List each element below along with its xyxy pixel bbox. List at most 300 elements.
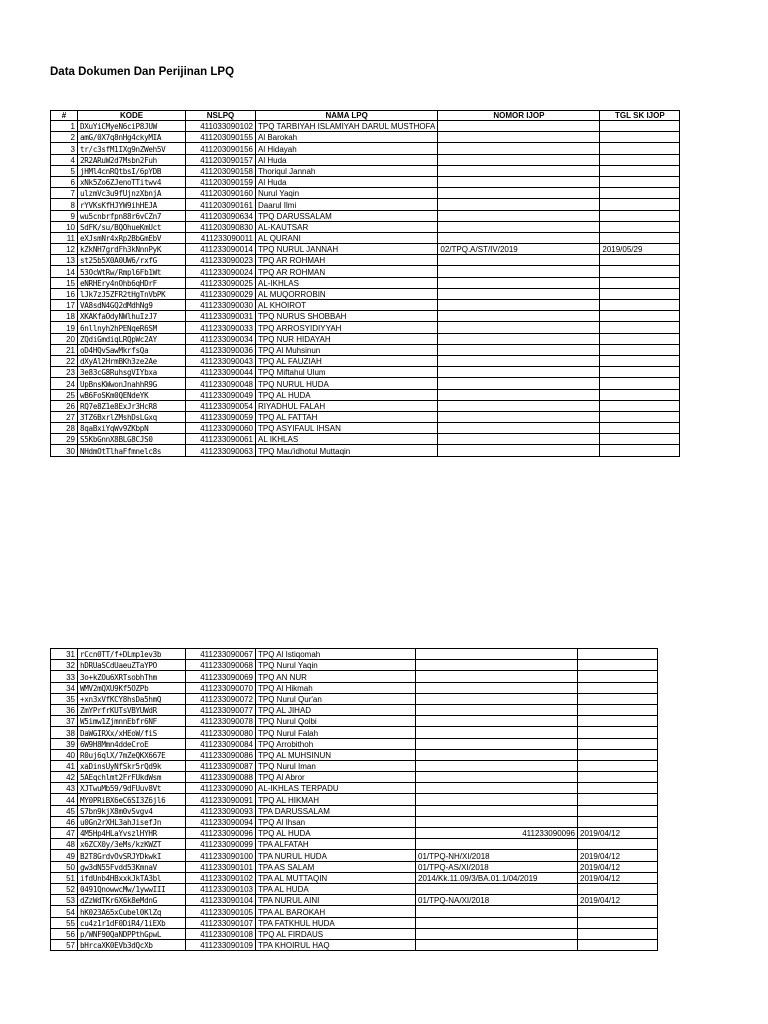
nomor-ijop-cell xyxy=(438,411,600,422)
tgl-sk-ijop-cell xyxy=(578,839,658,850)
nama-lpq-cell: TPQ Al Istiqomah xyxy=(256,649,416,660)
nama-lpq-cell: TPQ AL HIKMAH xyxy=(256,794,416,805)
row-number: 12 xyxy=(51,244,78,255)
table-row xyxy=(51,165,680,176)
row-number: 4 xyxy=(51,154,78,165)
kode-cell: bHrcaXK0EVb3dQcXb xyxy=(78,939,186,950)
tgl-sk-ijop-cell: 2019/04/12 xyxy=(578,850,658,861)
nama-lpq-cell: Al Huda xyxy=(256,176,438,187)
nama-lpq-cell: AL QURANI xyxy=(256,232,438,243)
nslpq-cell: 411203090159 xyxy=(186,176,256,187)
table-row xyxy=(51,445,680,456)
table-body-page-2 xyxy=(51,649,658,951)
nomor-ijop-cell: 411233090096 xyxy=(416,828,578,839)
row-number: 34 xyxy=(51,682,78,693)
tgl-sk-ijop-cell xyxy=(578,783,658,794)
table-row xyxy=(51,434,680,445)
row-number: 1 xyxy=(51,121,78,132)
nama-lpq-cell: TPQ Al Muhsinun xyxy=(256,344,438,355)
row-number: 40 xyxy=(51,749,78,760)
nslpq-cell: 411233090100 xyxy=(186,850,256,861)
table-row xyxy=(51,649,658,660)
table-row xyxy=(51,772,658,783)
nomor-ijop-cell xyxy=(416,682,578,693)
nomor-ijop-cell xyxy=(438,199,600,210)
table-row xyxy=(51,143,680,154)
table-row xyxy=(51,906,658,917)
tgl-sk-ijop-cell xyxy=(600,143,680,154)
nomor-ijop-cell: 01/TPQ-AS/XI/2018 xyxy=(416,861,578,872)
nslpq-cell: 411233090080 xyxy=(186,727,256,738)
nama-lpq-cell: RIYADHUL FALAH xyxy=(256,400,438,411)
tgl-sk-ijop-cell xyxy=(578,660,658,671)
nslpq-cell: 411233090108 xyxy=(186,928,256,939)
tgl-sk-ijop-cell xyxy=(600,411,680,422)
tgl-sk-ijop-cell xyxy=(600,132,680,143)
tgl-sk-ijop-cell: 2019/05/29 xyxy=(600,244,680,255)
nama-lpq-cell: Nurul Yaqin xyxy=(256,188,438,199)
nama-lpq-cell: TPQ AR ROHMAH xyxy=(256,255,438,266)
table-row xyxy=(51,727,658,738)
table-row xyxy=(51,850,658,861)
tgl-sk-ijop-cell xyxy=(600,344,680,355)
nslpq-cell: 411233090088 xyxy=(186,772,256,783)
nama-lpq-cell: TPQ NURUL JANNAH xyxy=(256,244,438,255)
table-row xyxy=(51,221,680,232)
table-row xyxy=(51,132,680,143)
nslpq-cell: 411233090044 xyxy=(186,367,256,378)
nama-lpq-cell: TPQ NURUL HUDA xyxy=(256,378,438,389)
kode-cell: 4M5Hp4HLaYvszlHYHR xyxy=(78,828,186,839)
row-number: 22 xyxy=(51,355,78,366)
nama-lpq-cell: TPQ Miftahul Ulum xyxy=(256,367,438,378)
tgl-sk-ijop-cell: 2019/04/12 xyxy=(578,861,658,872)
nslpq-cell: 411233090102 xyxy=(186,872,256,883)
nomor-ijop-cell xyxy=(438,266,600,277)
table-row xyxy=(51,288,680,299)
nslpq-cell: 411233090084 xyxy=(186,738,256,749)
nomor-ijop-cell xyxy=(438,322,600,333)
kode-cell: hDRUaSCdUaeuZTaYPO xyxy=(78,660,186,671)
kode-cell: hK023A65xCubel0KlZq xyxy=(78,906,186,917)
nama-lpq-cell: TPA AL HUDA xyxy=(256,883,416,894)
nama-lpq-cell: TPQ ASYIFAUL IHSAN xyxy=(256,423,438,434)
kode-cell: 6nllnyh2hPENqeR6SM xyxy=(78,322,186,333)
kode-cell: SdFK/su/BQOhueKmUct xyxy=(78,221,186,232)
table-row xyxy=(51,816,658,827)
nama-lpq-cell: TPA NURUL AINI xyxy=(256,895,416,906)
nomor-ijop-cell xyxy=(416,772,578,783)
row-number: 42 xyxy=(51,772,78,783)
lpq-table-page-1 xyxy=(50,110,680,457)
row-number: 28 xyxy=(51,423,78,434)
table-row xyxy=(51,199,680,210)
tgl-sk-ijop-cell xyxy=(600,154,680,165)
column-header-kode: KODE xyxy=(78,111,186,121)
nslpq-cell: 411233090091 xyxy=(186,794,256,805)
tgl-sk-ijop-cell xyxy=(600,121,680,132)
kode-cell: u0Gn2rXHL3ahJisefJn xyxy=(78,816,186,827)
nomor-ijop-cell xyxy=(416,783,578,794)
table-row xyxy=(51,883,658,894)
kode-cell: wB6FoSKm0QENdeYK xyxy=(78,389,186,400)
nama-lpq-cell: TPA ALFATAH xyxy=(256,839,416,850)
row-number: 41 xyxy=(51,760,78,771)
nslpq-cell: 411233090107 xyxy=(186,917,256,928)
nslpq-cell: 411203090155 xyxy=(186,132,256,143)
table-row xyxy=(51,839,658,850)
tgl-sk-ijop-cell xyxy=(578,883,658,894)
nomor-ijop-cell xyxy=(416,704,578,715)
row-number: 56 xyxy=(51,928,78,939)
kode-cell: wu5cnbrfpn88r6vCZn7 xyxy=(78,210,186,221)
tgl-sk-ijop-cell xyxy=(600,434,680,445)
nama-lpq-cell: Thoriqul Jannah xyxy=(256,165,438,176)
row-number: 31 xyxy=(51,649,78,660)
table-row xyxy=(51,311,680,322)
row-number: 35 xyxy=(51,693,78,704)
nama-lpq-cell: TPQ Al Abror xyxy=(256,772,416,783)
nomor-ijop-cell xyxy=(416,760,578,771)
nomor-ijop-cell: 01/TPQ-NH/XI/2018 xyxy=(416,850,578,861)
nomor-ijop-cell xyxy=(438,154,600,165)
kode-cell: 6W9H8Mmn4ddeCroE xyxy=(78,738,186,749)
nomor-ijop-cell xyxy=(438,445,600,456)
row-number: 43 xyxy=(51,783,78,794)
row-number: 5 xyxy=(51,165,78,176)
tgl-sk-ijop-cell xyxy=(578,704,658,715)
kode-cell: 53OcWtRw/Rmpl6Fb1Wt xyxy=(78,266,186,277)
nslpq-cell: 411233090096 xyxy=(186,828,256,839)
tgl-sk-ijop-cell xyxy=(600,445,680,456)
nomor-ijop-cell xyxy=(416,928,578,939)
nama-lpq-cell: TPQ Nurul Qur'an xyxy=(256,693,416,704)
nama-lpq-cell: TPA FATKHUL HUDA xyxy=(256,917,416,928)
kode-cell: R0uj6qlX/7mZeQKX667E xyxy=(78,749,186,760)
table-row xyxy=(51,423,680,434)
tgl-sk-ijop-cell xyxy=(600,221,680,232)
table-row xyxy=(51,300,680,311)
kode-cell: ZQdiGmdiqLRQpWc2AY xyxy=(78,333,186,344)
nslpq-cell: 411233090090 xyxy=(186,783,256,794)
nama-lpq-cell: Al Hidayah xyxy=(256,143,438,154)
nomor-ijop-cell xyxy=(416,794,578,805)
kode-cell: ulzmVc3u9fUjnzXbnjA xyxy=(78,188,186,199)
nomor-ijop-cell xyxy=(416,716,578,727)
kode-cell: 5AEqchlmt2FrFUkdWsm xyxy=(78,772,186,783)
kode-cell: dXyAl2HrmBKh3ze2Ae xyxy=(78,355,186,366)
nama-lpq-cell: TPQ Nurul Qolbi xyxy=(256,716,416,727)
nslpq-cell: 411233090087 xyxy=(186,760,256,771)
tgl-sk-ijop-cell xyxy=(600,311,680,322)
tgl-sk-ijop-cell xyxy=(600,389,680,400)
tgl-sk-ijop-cell xyxy=(600,288,680,299)
row-number: 23 xyxy=(51,367,78,378)
row-number: 19 xyxy=(51,322,78,333)
kode-cell: 2R2ARuW2d7Msbn2Fuh xyxy=(78,154,186,165)
tgl-sk-ijop-cell xyxy=(578,906,658,917)
row-number: 15 xyxy=(51,277,78,288)
nomor-ijop-cell xyxy=(438,132,600,143)
row-number: 25 xyxy=(51,389,78,400)
table-row xyxy=(51,176,680,187)
nslpq-cell: 411233090036 xyxy=(186,344,256,355)
row-number: 51 xyxy=(51,872,78,883)
nslpq-cell: 411233090030 xyxy=(186,300,256,311)
nama-lpq-cell: TPQ Nurul Iman xyxy=(256,760,416,771)
nslpq-cell: 411233090077 xyxy=(186,704,256,715)
kode-cell: lJk7zJ5ZFR2tHgTnVbPK xyxy=(78,288,186,299)
nslpq-cell: 411233090104 xyxy=(186,895,256,906)
kode-cell: st25b5X0A0UW6/rxfG xyxy=(78,255,186,266)
nslpq-cell: 411203090158 xyxy=(186,165,256,176)
row-number: 46 xyxy=(51,816,78,827)
table-row xyxy=(51,660,658,671)
kode-cell: S5KbGnnX8BLG8CJS0 xyxy=(78,434,186,445)
nomor-ijop-cell xyxy=(438,232,600,243)
nslpq-cell: 411233090094 xyxy=(186,816,256,827)
row-number: 49 xyxy=(51,850,78,861)
nomor-ijop-cell xyxy=(438,300,600,311)
row-number: 33 xyxy=(51,671,78,682)
table-row xyxy=(51,895,658,906)
nslpq-cell: 411233090067 xyxy=(186,649,256,660)
tgl-sk-ijop-cell xyxy=(600,176,680,187)
nama-lpq-cell: AL KHOIROT xyxy=(256,300,438,311)
kode-cell: XJTwuMb59/9dFUuv8Vt xyxy=(78,783,186,794)
table-row xyxy=(51,378,680,389)
nama-lpq-cell: TPQ NURUS SHOBBAH xyxy=(256,311,438,322)
row-number: 29 xyxy=(51,434,78,445)
tgl-sk-ijop-cell xyxy=(600,188,680,199)
nslpq-cell: 411203090634 xyxy=(186,210,256,221)
nslpq-cell: 411233090060 xyxy=(186,423,256,434)
row-number: 10 xyxy=(51,221,78,232)
lpq-table-page-2 xyxy=(50,648,658,951)
tgl-sk-ijop-cell xyxy=(578,738,658,749)
nomor-ijop-cell xyxy=(416,816,578,827)
kode-cell: gw3dN55Fvdd53KmnaV xyxy=(78,861,186,872)
nslpq-cell: 411233090033 xyxy=(186,322,256,333)
table-row xyxy=(51,682,658,693)
table-row xyxy=(51,861,658,872)
nomor-ijop-cell xyxy=(438,423,600,434)
nomor-ijop-cell xyxy=(438,277,600,288)
nomor-ijop-cell xyxy=(416,660,578,671)
tgl-sk-ijop-cell xyxy=(578,727,658,738)
nama-lpq-cell: TPQ Al Ihsan xyxy=(256,816,416,827)
tgl-sk-ijop-cell xyxy=(600,400,680,411)
nomor-ijop-cell xyxy=(438,210,600,221)
nslpq-cell: 411233090086 xyxy=(186,749,256,760)
row-number: 24 xyxy=(51,378,78,389)
nomor-ijop-cell xyxy=(438,221,600,232)
nslpq-cell: 411233090048 xyxy=(186,378,256,389)
kode-cell: NHdmOtTlhaFfmnelc8s xyxy=(78,445,186,456)
nslpq-cell: 411233090054 xyxy=(186,400,256,411)
nama-lpq-cell: TPQ AL JIHAD xyxy=(256,704,416,715)
tgl-sk-ijop-cell xyxy=(578,682,658,693)
nomor-ijop-cell xyxy=(438,400,600,411)
nomor-ijop-cell xyxy=(438,389,600,400)
nomor-ijop-cell xyxy=(438,333,600,344)
row-number: 13 xyxy=(51,255,78,266)
kode-cell: ZmYPrfrKUTsVBYUWdR xyxy=(78,704,186,715)
tgl-sk-ijop-cell xyxy=(578,917,658,928)
nomor-ijop-cell xyxy=(438,355,600,366)
tgl-sk-ijop-cell: 2019/04/12 xyxy=(578,828,658,839)
kode-cell: rYVKsKfHJYW9ihHEJA xyxy=(78,199,186,210)
table-row xyxy=(51,266,680,277)
row-number: 8 xyxy=(51,199,78,210)
tgl-sk-ijop-cell xyxy=(600,210,680,221)
tgl-sk-ijop-cell xyxy=(600,199,680,210)
nama-lpq-cell: TPQ Arrobithoh xyxy=(256,738,416,749)
row-number: 50 xyxy=(51,861,78,872)
table-row xyxy=(51,783,658,794)
kode-cell: RQ7e8Z1e8ExJr3HcR8 xyxy=(78,400,186,411)
row-number: 18 xyxy=(51,311,78,322)
tgl-sk-ijop-cell xyxy=(578,671,658,682)
kode-cell: 3TZ6BxrlZMshDsLGxq xyxy=(78,411,186,422)
kode-cell: xNk5Zo6ZJenoTTitwv4 xyxy=(78,176,186,187)
nslpq-cell: 411233090099 xyxy=(186,839,256,850)
nslpq-cell: 411203090830 xyxy=(186,221,256,232)
nomor-ijop-cell xyxy=(438,121,600,132)
nomor-ijop-cell xyxy=(416,906,578,917)
table-row xyxy=(51,794,658,805)
column-header-number: # xyxy=(51,111,78,121)
nama-lpq-cell: TPQ AR ROHMAN xyxy=(256,266,438,277)
table-row xyxy=(51,872,658,883)
kode-cell: MY0PRiBX6eC6SI3Z6jl6 xyxy=(78,794,186,805)
nama-lpq-cell: TPQ AL MUHSINUN xyxy=(256,749,416,760)
page-title: Data Dokumen Dan Perijinan LPQ xyxy=(50,66,235,78)
nama-lpq-cell: Daarul Ilmi xyxy=(256,199,438,210)
tgl-sk-ijop-cell xyxy=(600,266,680,277)
tgl-sk-ijop-cell xyxy=(578,939,658,950)
row-number: 20 xyxy=(51,333,78,344)
nomor-ijop-cell xyxy=(438,143,600,154)
nama-lpq-cell: TPQ TARBIYAH ISLAMIYAH DARUL MUSTHOFA xyxy=(256,121,438,132)
nama-lpq-cell: TPQ NUR HIDAYAH xyxy=(256,333,438,344)
kode-cell: 3o+kZOu6XRTsobhThm xyxy=(78,671,186,682)
row-number: 38 xyxy=(51,727,78,738)
table-row xyxy=(51,121,680,132)
tgl-sk-ijop-cell: 2019/04/12 xyxy=(578,895,658,906)
kode-cell: S7bn9kjX8m0vSvgv4 xyxy=(78,805,186,816)
column-header-nomor-ijop: NOMOR IJOP xyxy=(438,111,600,121)
nslpq-cell: 411233090070 xyxy=(186,682,256,693)
nslpq-cell: 411203090156 xyxy=(186,143,256,154)
nslpq-cell: 411233090061 xyxy=(186,434,256,445)
kode-cell: jHMl4cnRQtbsI/6pYDB xyxy=(78,165,186,176)
nslpq-cell: 411233090101 xyxy=(186,861,256,872)
row-number: 54 xyxy=(51,906,78,917)
kode-cell: +xn3xVfKCY8hsDa5hmQ xyxy=(78,693,186,704)
nomor-ijop-cell xyxy=(438,165,600,176)
table-header-row xyxy=(51,111,680,121)
row-number: 44 xyxy=(51,794,78,805)
nama-lpq-cell: TPQ AN NUR xyxy=(256,671,416,682)
table-body-page-1 xyxy=(51,121,680,457)
kode-cell: VA8sdN4GQ2dMdhNg9 xyxy=(78,300,186,311)
row-number: 14 xyxy=(51,266,78,277)
table-row xyxy=(51,671,658,682)
table-row xyxy=(51,400,680,411)
nslpq-cell: 411233090059 xyxy=(186,411,256,422)
kode-cell: W5imw1ZjmnnEbfr6NF xyxy=(78,716,186,727)
table-row xyxy=(51,693,658,704)
nomor-ijop-cell xyxy=(416,671,578,682)
nama-lpq-cell: TPQ ARROSYIDIYYAH xyxy=(256,322,438,333)
row-number: 55 xyxy=(51,917,78,928)
tgl-sk-ijop-cell xyxy=(600,355,680,366)
table-row xyxy=(51,344,680,355)
tgl-sk-ijop-cell xyxy=(578,928,658,939)
kode-cell: 3e83cG8RuhsgVIYbxa xyxy=(78,367,186,378)
nama-lpq-cell: TPA NURUL HUDA xyxy=(256,850,416,861)
nomor-ijop-cell xyxy=(438,344,600,355)
kode-cell: dZzWdTKr6X6k8eMdnG xyxy=(78,895,186,906)
table-row xyxy=(51,389,680,400)
nslpq-cell: 411233090093 xyxy=(186,805,256,816)
nslpq-cell: 411233090023 xyxy=(186,255,256,266)
nslpq-cell: 411233090025 xyxy=(186,277,256,288)
nama-lpq-cell: TPA AL BAROKAH xyxy=(256,906,416,917)
nslpq-cell: 411233090078 xyxy=(186,716,256,727)
table-row xyxy=(51,355,680,366)
tgl-sk-ijop-cell xyxy=(600,277,680,288)
kode-cell: kZkNH7grdFh3kNnnPyK xyxy=(78,244,186,255)
nslpq-cell: 411233090103 xyxy=(186,883,256,894)
nama-lpq-cell: AL-IKHLAS xyxy=(256,277,438,288)
nomor-ijop-cell xyxy=(438,288,600,299)
table-row xyxy=(51,210,680,221)
nomor-ijop-cell xyxy=(416,839,578,850)
nomor-ijop-cell xyxy=(416,805,578,816)
kode-cell: eNRHEry4nOhb6qHDrF xyxy=(78,277,186,288)
nomor-ijop-cell: 2014/Kk.11.09/3/BA.01.1/04/2019 xyxy=(416,872,578,883)
nslpq-cell: 411233090024 xyxy=(186,266,256,277)
row-number: 37 xyxy=(51,716,78,727)
tgl-sk-ijop-cell xyxy=(600,255,680,266)
nama-lpq-cell: TPQ Al Hikmah xyxy=(256,682,416,693)
tgl-sk-ijop-cell xyxy=(600,322,680,333)
row-number: 7 xyxy=(51,188,78,199)
kode-cell: ifdUnb4HBxxkJkTA3bl xyxy=(78,872,186,883)
kode-cell: B2T8GrdvOvSRJYDkwkI xyxy=(78,850,186,861)
nomor-ijop-cell xyxy=(416,749,578,760)
row-number: 36 xyxy=(51,704,78,715)
kode-cell: UpBnsKWwonJnahhR9G xyxy=(78,378,186,389)
kode-cell: 8qaBxiYqWv9ZKbpN xyxy=(78,423,186,434)
row-number: 52 xyxy=(51,883,78,894)
nomor-ijop-cell: 01/TPQ-NA/XI/2018 xyxy=(416,895,578,906)
nama-lpq-cell: TPA DARUSSALAM xyxy=(256,805,416,816)
nslpq-cell: 411233090069 xyxy=(186,671,256,682)
tgl-sk-ijop-cell xyxy=(578,772,658,783)
tgl-sk-ijop-cell xyxy=(578,749,658,760)
nomor-ijop-cell xyxy=(438,176,600,187)
row-number: 47 xyxy=(51,828,78,839)
tgl-sk-ijop-cell xyxy=(578,760,658,771)
kode-cell: tr/c3sfM1IXg9nZWeh5V xyxy=(78,143,186,154)
nslpq-cell: 411233090063 xyxy=(186,445,256,456)
tgl-sk-ijop-cell xyxy=(578,794,658,805)
row-number: 9 xyxy=(51,210,78,221)
tgl-sk-ijop-cell xyxy=(578,816,658,827)
